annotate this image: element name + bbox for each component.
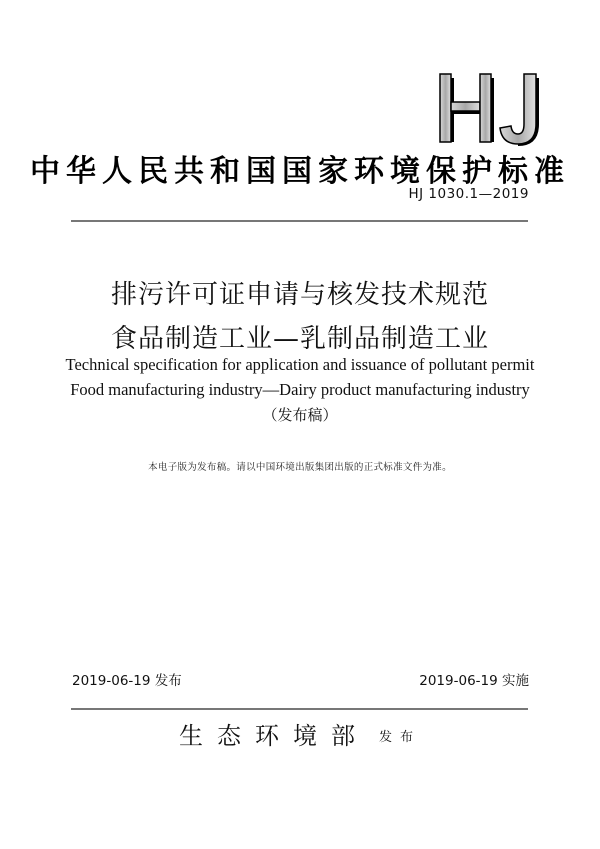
bottom-divider (71, 708, 528, 710)
standard-code: HJ 1030.1—2019 (408, 186, 529, 202)
top-divider (71, 220, 528, 222)
issue-date: 2019-06-19 发布 (72, 673, 182, 689)
publication-notice: 本电子版为发布稿。请以中国环境出版集团出版的正式标准文件为准。 (148, 462, 452, 473)
issuer-suffix: 发布 (378, 730, 421, 745)
title-cn-line2: 食品制造工业—乳制品制造工业 (110, 324, 489, 354)
issuer-block (0, 716, 600, 751)
title-cn-line1: 排污许可证申请与核发技术规范 (110, 280, 489, 310)
draft-label: （发布稿） (262, 406, 338, 424)
title-en-line2: Food manufacturing industry—Dairy product manufacturing industry (70, 380, 530, 399)
hj-logo-icon (438, 72, 542, 146)
issuer-name: 生态环境部 (178, 722, 369, 750)
title-en-line1: Technical specification for application and issuance of pollutant permit (65, 355, 535, 374)
implementation-date: 2019-06-19 实施 (419, 673, 529, 689)
hj-logo (438, 72, 542, 146)
standard-category: 中华人民共和国国家环境保护标准 (30, 154, 570, 189)
